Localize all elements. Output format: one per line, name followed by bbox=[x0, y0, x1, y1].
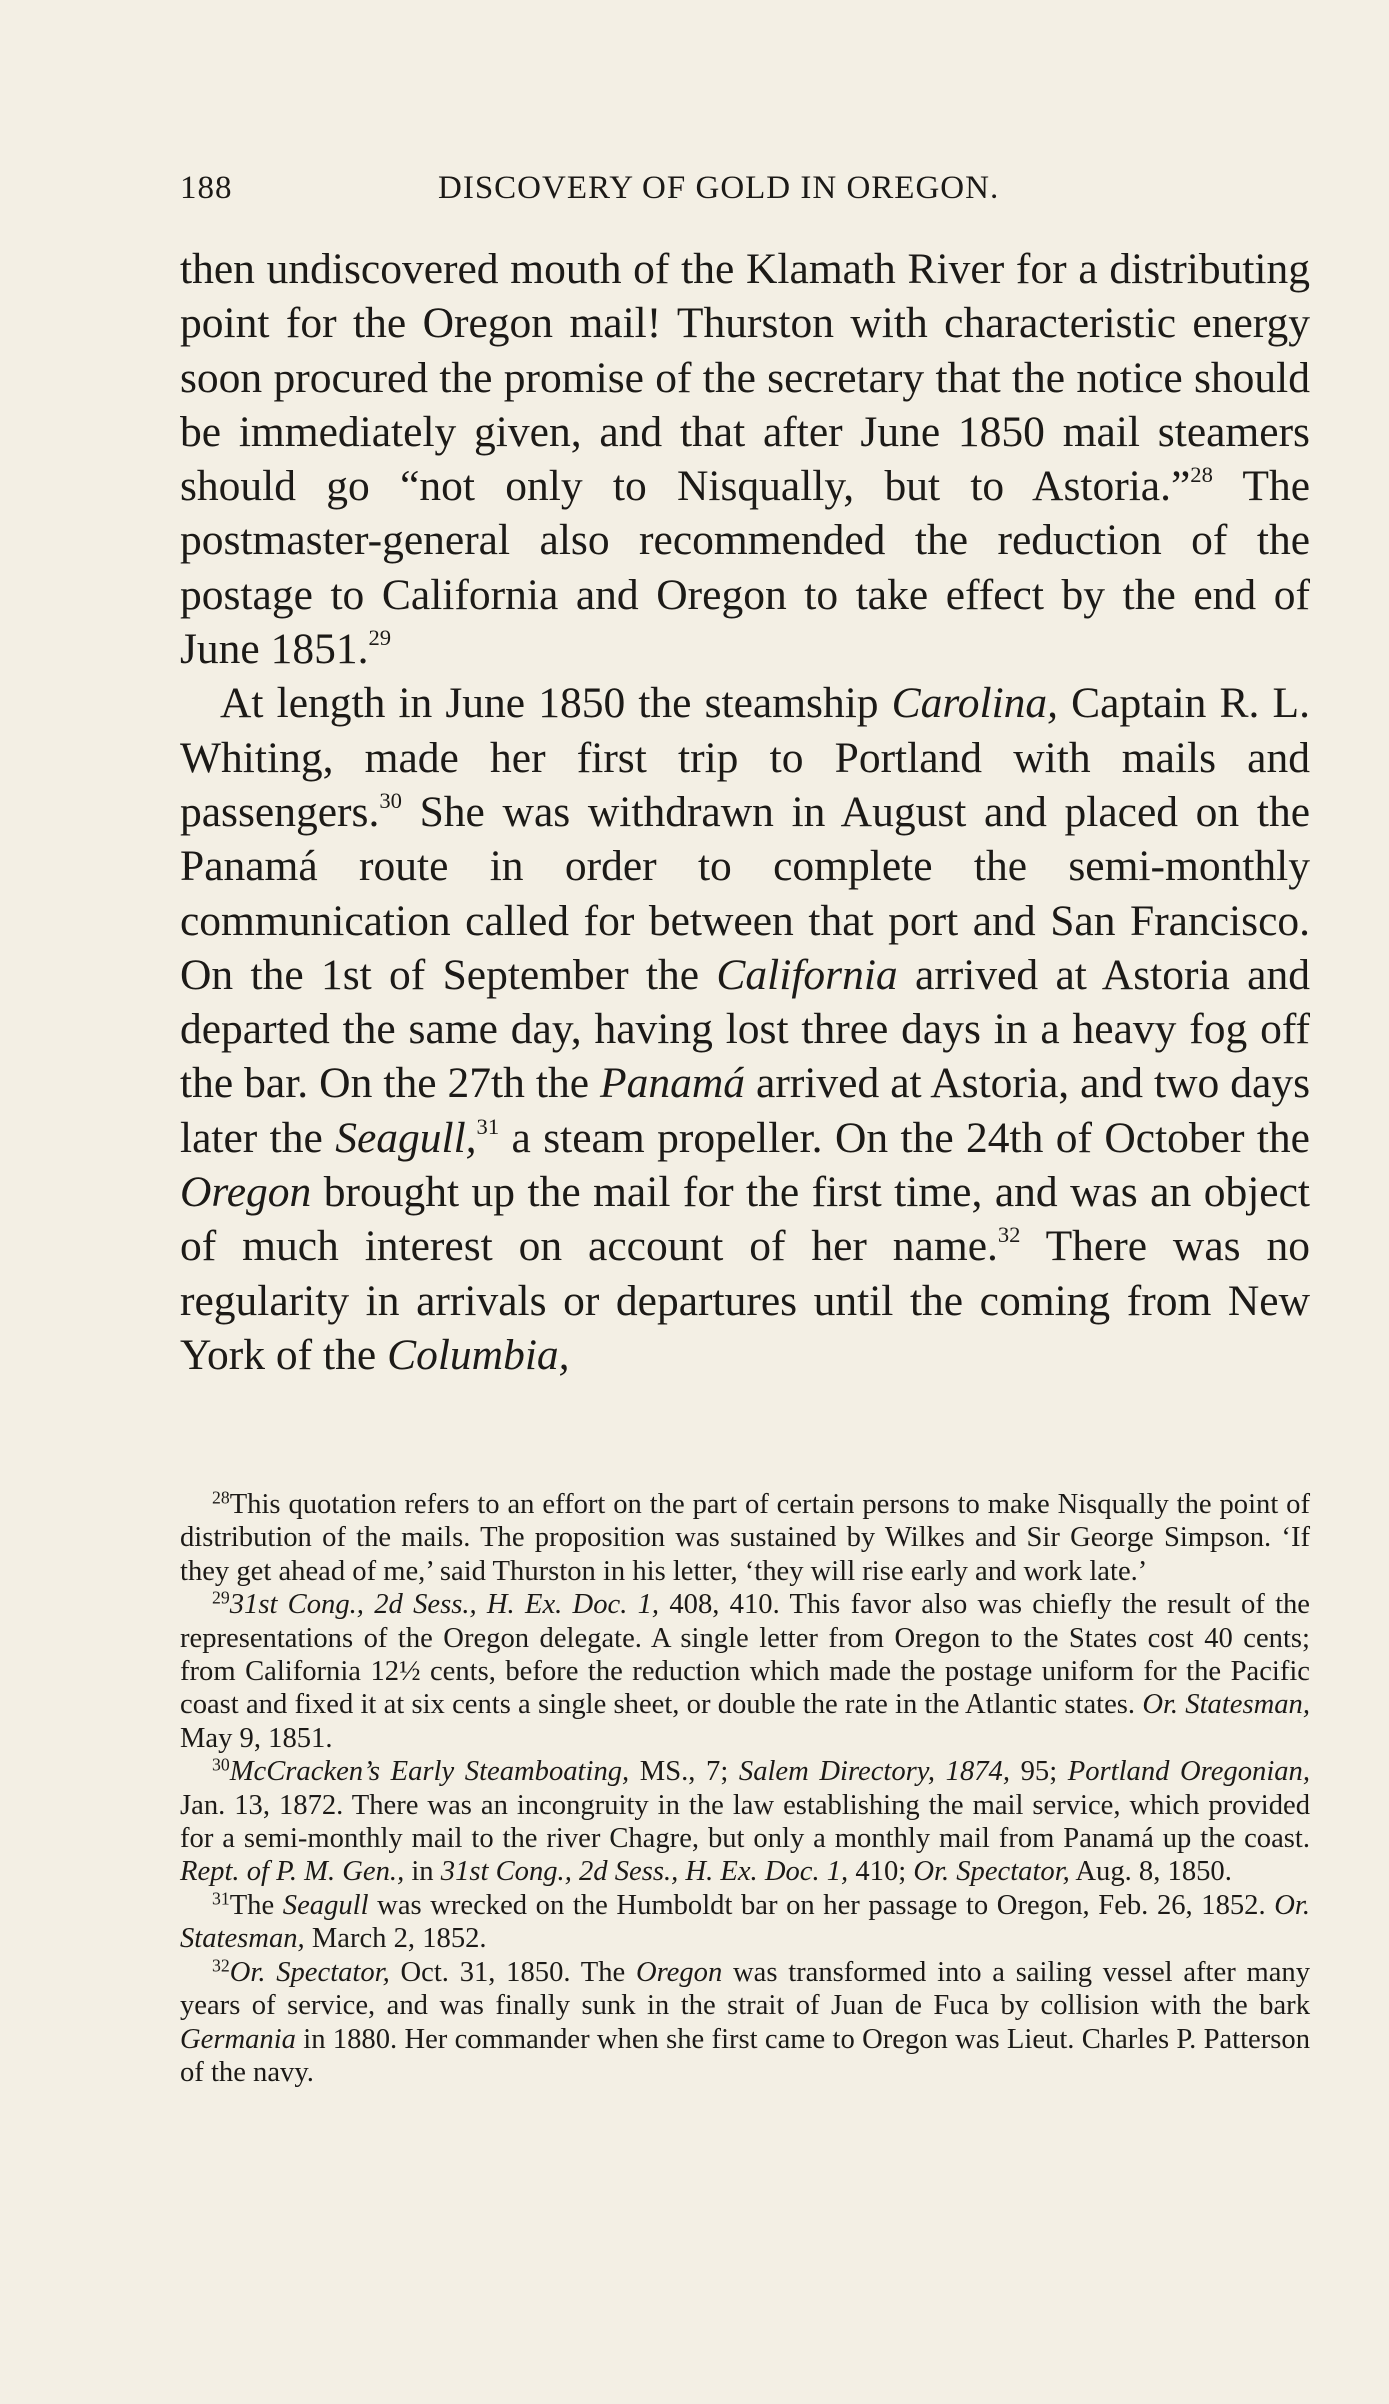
footnote-text: MS., 7; bbox=[629, 1756, 739, 1788]
footnote-29 bbox=[180, 1588, 1310, 1755]
footnote-text: Jan. 13, 1872. There was an incongruity in the law establishing the mail service, which provided for a semi-monthly mail to the river Chagre, but only a monthly mail from Panamá up the coast. bbox=[180, 1789, 1310, 1855]
citation: Rept. of P. M. Gen., bbox=[180, 1856, 405, 1888]
footnote-ref-31: 31 bbox=[476, 1113, 500, 1139]
footnote-text: 410; bbox=[848, 1856, 914, 1888]
citation: Or. Statesman, bbox=[1142, 1689, 1310, 1721]
footnote-number: 29 bbox=[212, 1587, 230, 1608]
text-run: then undiscovered mouth of the Klamath River for a distributing point for the Oregon mail! Thurston with characteristic energy soon procured the promise of the secretary that the notice should be immediately given, and that after June 1850 mail steamers should go “not only to Nisqually, but to Astoria.” bbox=[180, 245, 1310, 511]
footnote-ref-28: 28 bbox=[1190, 462, 1213, 488]
page-number: 188 bbox=[180, 170, 233, 206]
citation: Or. Statesman, bbox=[180, 1889, 1310, 1955]
footnote-number: 32 bbox=[212, 1954, 230, 1975]
text-run: arrived at Astoria, and two days later the bbox=[180, 1059, 1310, 1162]
footnotes bbox=[180, 1488, 1310, 2089]
footnote-text: Aug. 8, 1850. bbox=[1069, 1856, 1232, 1888]
footnote-number: 28 bbox=[212, 1487, 230, 1508]
ship-name-carolina: Carolina, bbox=[891, 679, 1059, 728]
ship-name-california: California bbox=[716, 950, 898, 999]
footnote-ref-29: 29 bbox=[368, 624, 392, 650]
citation: 31st Cong., 2d Sess., H. Ex. Doc. 1, bbox=[229, 1589, 660, 1621]
footnote-30 bbox=[180, 1755, 1310, 1889]
footnote-text: March 2, 1852. bbox=[304, 1923, 487, 1955]
running-title: DISCOVERY OF GOLD IN OREGON. bbox=[438, 170, 1000, 206]
footnote-text: was transformed into a sailing vessel after many years of service, and was finally sunk in the strait of Juan de Fuca by collision with the bark bbox=[180, 1956, 1310, 2022]
citation: Portland Oregonian, bbox=[1067, 1756, 1311, 1788]
footnote-number: 30 bbox=[212, 1754, 230, 1775]
ship-name-columbia: Columbia, bbox=[387, 1330, 570, 1379]
footnote-text: in bbox=[404, 1856, 441, 1888]
text-run: At length in June 1850 the steamship bbox=[220, 679, 892, 728]
footnote-text: The bbox=[229, 1889, 283, 1921]
paragraph-2 bbox=[180, 676, 1310, 1382]
footnote-text: This quotation refers to an effort on the part of certain persons to make Nisqually the point of distribution of the mails. The proposition was sustained by Wilkes and Sir George Simpson. ‘If they get ahead of me,’ said Thurston in his letter, ‘they will rise early and work late.’ bbox=[180, 1489, 1310, 1587]
text-run: She was withdrawn in August and placed on the Panamá route in order to complete the semi-monthly communication called for between that port and San Francisco. On the 1st of September the bbox=[180, 787, 1310, 999]
footnote-text: in 1880. Her commander when she first came to Oregon was Lieut. Charles P. Patterson of the navy. bbox=[180, 2023, 1310, 2088]
text-run: The postmaster-general also recommended the reduction of the postage to California and Oregon to take effect by the end of June 1851. bbox=[180, 462, 1311, 674]
footnote-ref-30: 30 bbox=[379, 787, 402, 813]
footnote-31 bbox=[180, 1889, 1310, 1956]
text-run: brought up the mail for the first time, and was an object of much interest on account of her name. bbox=[180, 1168, 1310, 1271]
footnote-28 bbox=[180, 1488, 1310, 1588]
text-run: Captain R. L. Whiting, made her first trip to Portland with mails and passengers. bbox=[180, 679, 1310, 836]
footnote-text: 408, 410. This favor also was chiefly the result of the representations of the Oregon delegate. A single letter from Oregon to the States cost 40 cents; from California 12½ cents, before the reduction which made the postage uniform for the Pacific coast and fixed it at six cents a single sheet, or double the rate in the Atlantic states. bbox=[180, 1589, 1311, 1721]
footnote-text: May 9, 1851. bbox=[180, 1722, 333, 1754]
ship-name-seagull: Seagull, bbox=[335, 1113, 477, 1162]
ship-name: Germania bbox=[180, 2023, 296, 2055]
citation: McCracken’s Early Steamboating, bbox=[229, 1756, 630, 1788]
footnote-32 bbox=[180, 1956, 1310, 2090]
ship-name: Oregon bbox=[635, 1956, 723, 1988]
main-text bbox=[180, 242, 1310, 1382]
footnote-text: Oct. 31, 1850. The bbox=[389, 1956, 636, 1988]
citation: 31st Cong., 2d Sess., H. Ex. Doc. 1, bbox=[440, 1856, 849, 1888]
text-run: arrived at Astoria and departed the same day, having lost three days in a heavy fog off the bar. On the 27th the bbox=[180, 950, 1310, 1108]
citation: Or. Spectator, bbox=[913, 1856, 1070, 1888]
footnote-text: 95; bbox=[1010, 1756, 1068, 1788]
ship-name: Seagull bbox=[282, 1889, 369, 1921]
footnote-text: was wrecked on the Humboldt bar on her passage to Oregon, Feb. 26, 1852. bbox=[368, 1889, 1275, 1921]
citation: Or. Spectator, bbox=[229, 1956, 390, 1988]
ship-name-panama: Panamá bbox=[600, 1059, 746, 1108]
citation: Salem Directory, 1874, bbox=[738, 1756, 1010, 1788]
text-run: There was no regularity in arrivals or departures until the coming from New York of the bbox=[180, 1222, 1310, 1379]
footnote-ref-32: 32 bbox=[997, 1222, 1021, 1248]
text-run: a steam propeller. On the 24th of October the bbox=[499, 1113, 1310, 1162]
ship-name-oregon: Oregon bbox=[180, 1168, 312, 1217]
paragraph-1 bbox=[180, 242, 1310, 676]
footnote-number: 31 bbox=[212, 1888, 230, 1909]
